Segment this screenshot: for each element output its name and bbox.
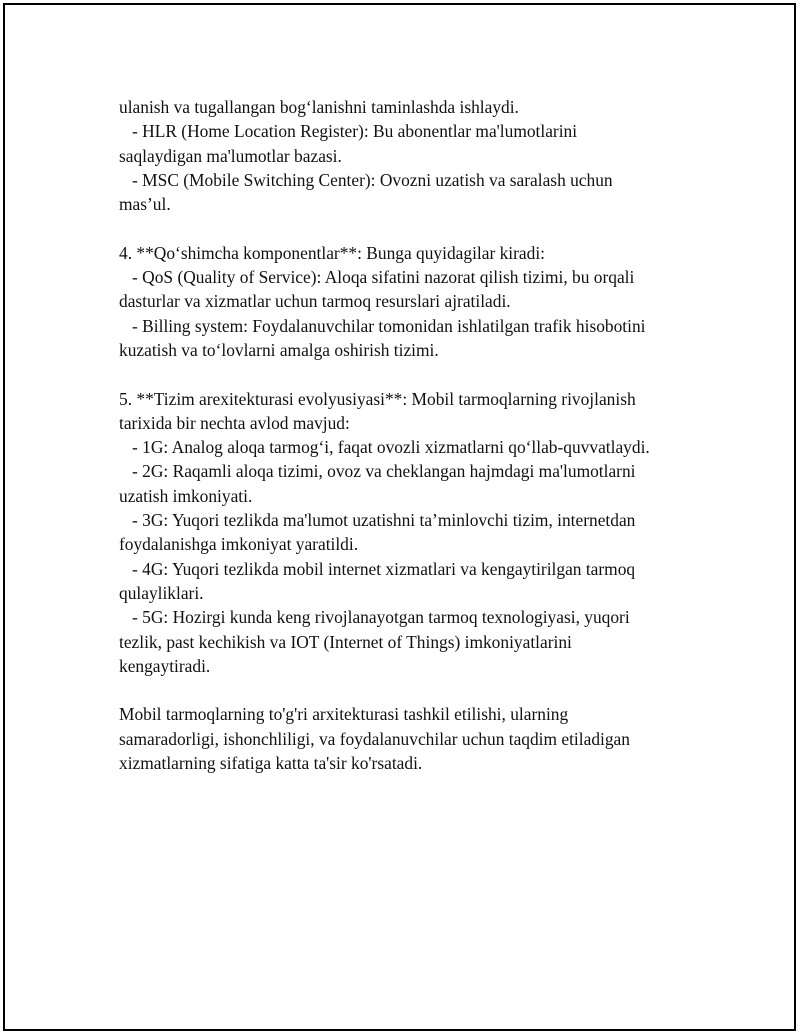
text-line: - 2G: Raqamli aloqa tizimi, ovoz va cheklangan hajmdagi ma'lumotlarni <box>119 461 636 482</box>
paragraph-gap <box>119 216 709 240</box>
text-line: xizmatlarning sifatiga katta ta'sir ko'rsatadi. <box>119 753 423 774</box>
text-line: - 1G: Analog aloqa tarmog‘i, faqat ovozli xizmatlarni qo‘llab-quvvatlaydi. <box>119 437 650 458</box>
text-line: - Billing system: Foydalanuvchilar tomonidan ishlatilgan trafik hisobotini <box>119 315 646 336</box>
section-heading-line: 4. **Qo‘shimcha komponentlar**: Bunga quyidagilar kiradi: <box>119 242 545 263</box>
text-line: - MSC (Mobile Switching Center): Ovozni uzatish va saralash uchun <box>119 169 613 190</box>
text-line: mas’ul. <box>119 194 171 215</box>
text-line: - 3G: Yuqori tezlikda ma'lumot uzatishni ta’minlovchi tizim, internetdan <box>119 510 636 531</box>
text-line: ulanish va tugallangan bog‘lanishni taminlashda ishlaydi. <box>119 97 519 117</box>
text-line: kengaytiradi. <box>119 655 211 676</box>
text-line: saqlaydigan ma'lumotlar bazasi. <box>119 145 342 166</box>
document-body <box>119 95 709 775</box>
text-line: uzatish imkoniyati. <box>119 485 253 506</box>
text-line: Mobil tarmoqlarning to'g'ri arxitekturasi tashkil etilishi, ularning <box>119 704 569 725</box>
text-line: dasturlar va xizmatlar uchun tarmoq resurslari ajratiladi. <box>119 291 511 312</box>
paragraph-gap <box>119 362 709 386</box>
document-page <box>3 3 796 1031</box>
text-line: - QoS (Quality of Service): Aloqa sifatini nazorat qilish tizimi, bu orqali <box>119 267 635 288</box>
text-line: tezlik, past kechikish va IOT (Internet of Things) imkoniyatlarini <box>119 631 572 652</box>
paragraph-gap <box>119 678 709 702</box>
text-line: tarixida bir nechta avlod mavjud: <box>119 412 350 433</box>
section-heading-line: 5. **Tizim arexitekturasi evolyusiyasi**: Mobil tarmoqlarning rivojlanish <box>119 388 636 409</box>
text-line: kuzatish va to‘lovlarni amalga oshirish tizimi. <box>119 339 439 360</box>
text-line: samaradorligi, ishonchliligi, va foydalanuvchilar uchun taqdim etiladigan <box>119 728 630 749</box>
text-line: foydalanishga imkoniyat yaratildi. <box>119 534 359 555</box>
text-line: - HLR (Home Location Register): Bu abonentlar ma'lumotlarini <box>119 121 578 142</box>
text-line: - 4G: Yuqori tezlikda mobil internet xizmatlari va kengaytirilgan tarmoq <box>119 558 636 579</box>
text-line: - 5G: Hozirgi kunda keng rivojlanayotgan tarmoq texnologiyasi, yuqori <box>119 607 630 628</box>
text-line: qulayliklari. <box>119 582 204 603</box>
